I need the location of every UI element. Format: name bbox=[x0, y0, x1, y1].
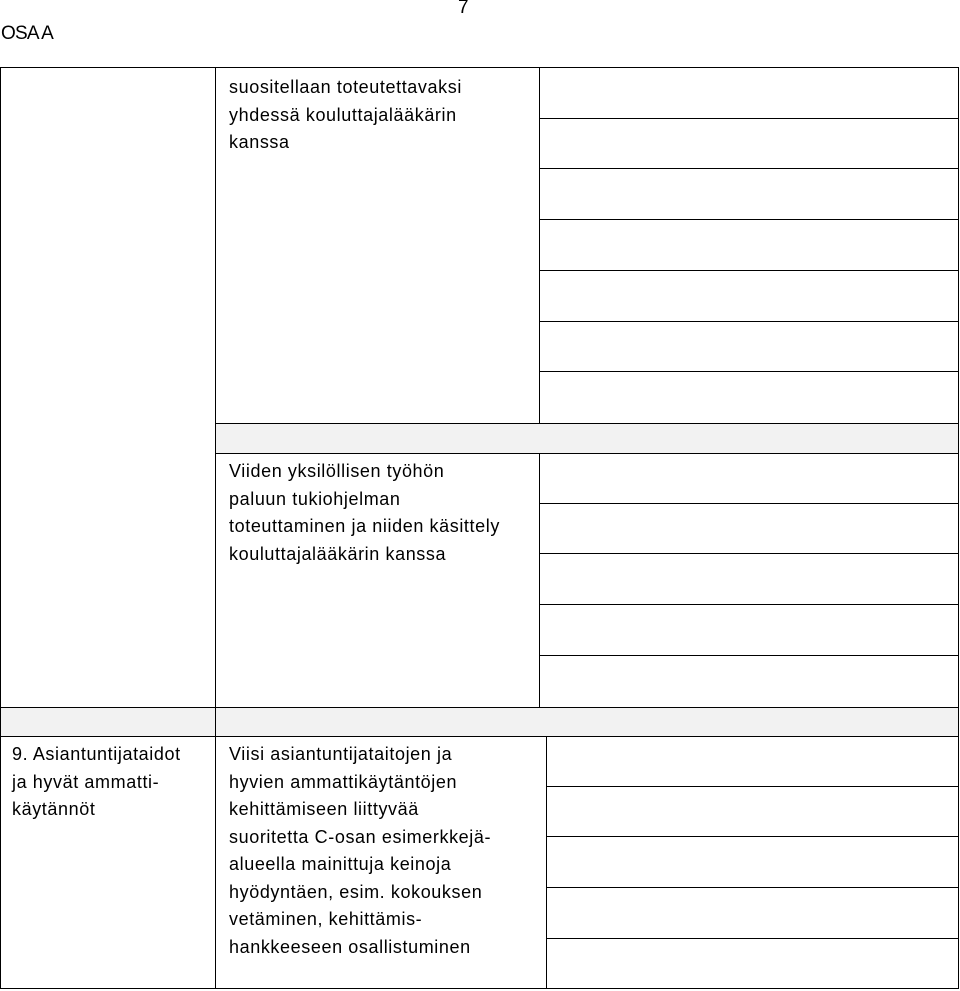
row1-task-text: suositellaan toteutettavaksi yhdessä kouluttajalääkärin kanssa bbox=[229, 77, 462, 152]
section-label: OSA A bbox=[1, 23, 53, 44]
row2-task-text: Viiden yksilöllisen työhön paluun tukiohjelman toteuttaminen ja niiden käsittely kouluttajalääkärin kanssa bbox=[229, 461, 500, 564]
separator-row-1 bbox=[216, 423, 959, 453]
separator-row-2 bbox=[1, 707, 959, 736]
row3-task-text: Viisi asiantuntijataitojen ja hyvien ammattikäytäntöjen kehittämiseen liittyvää suoritetta C-osan esimerkkejä- alueella mainittuja keinoja hyödyntäen, esim. kokouksen vetäminen, kehittämis- hankkeeseen osallistuminen bbox=[229, 744, 492, 957]
page-number: 7 bbox=[458, 0, 469, 18]
row3-heading-text: 9. Asiantuntijataidot ja hyvät ammatti- käytännöt bbox=[12, 744, 181, 819]
